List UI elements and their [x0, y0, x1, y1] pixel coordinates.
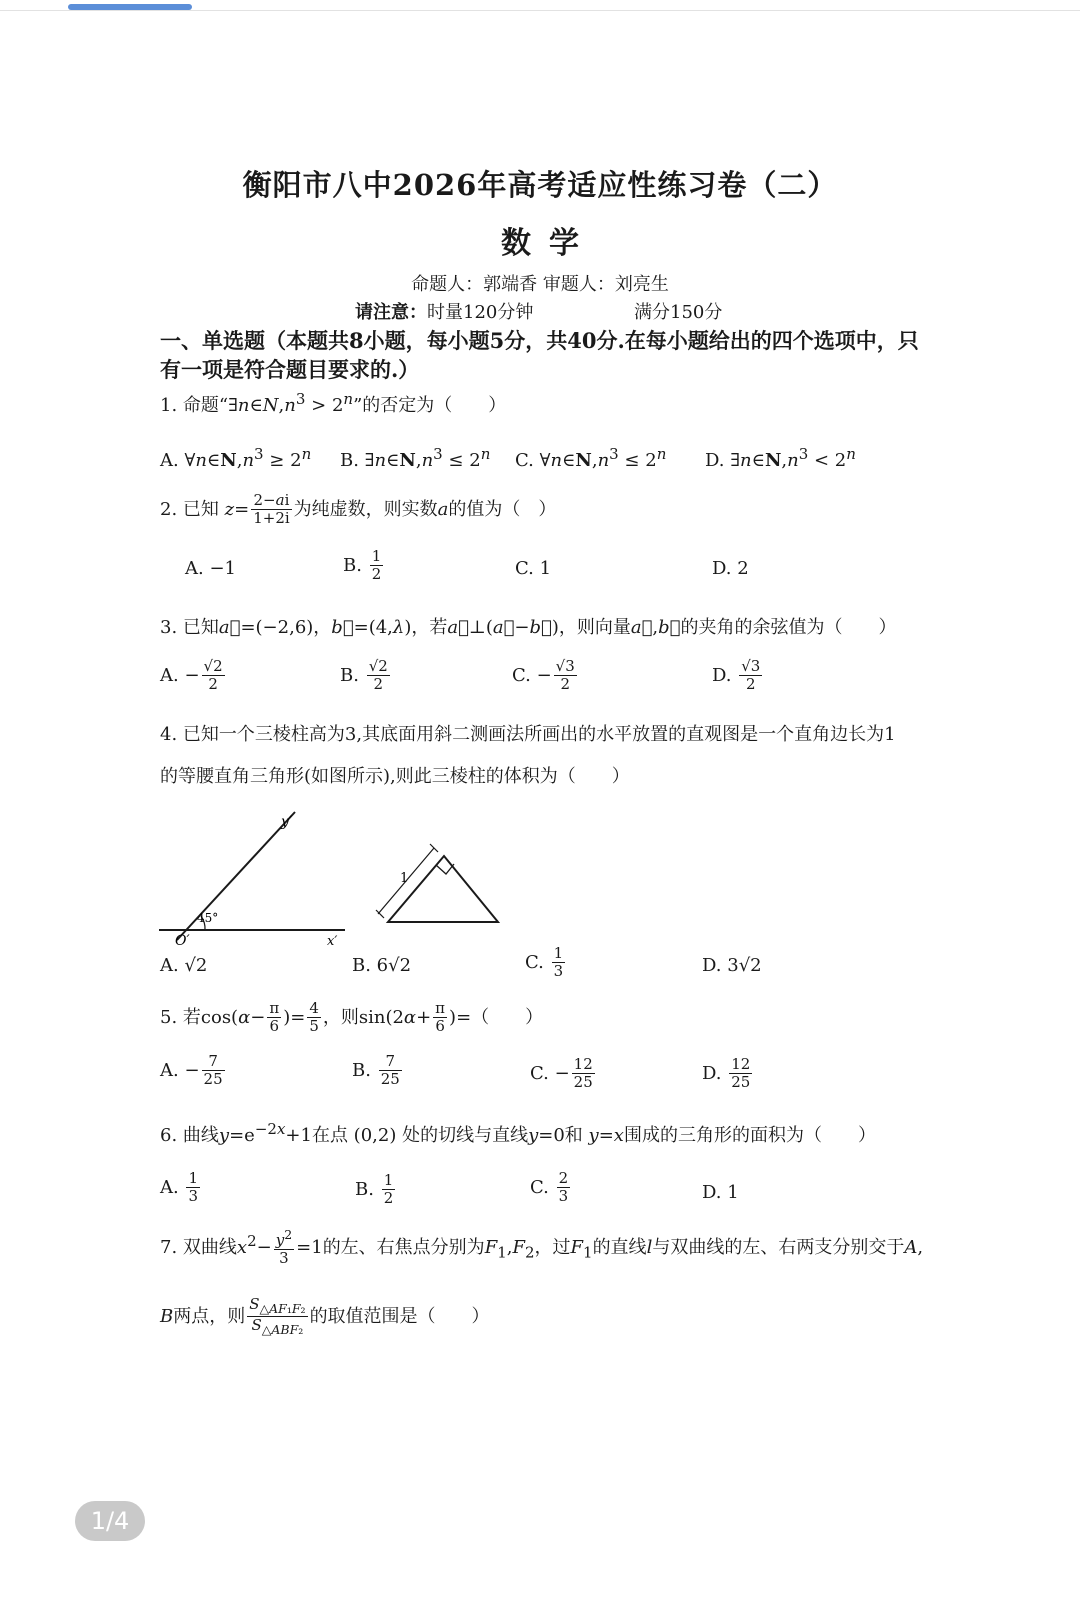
q4-axis-figure [155, 808, 350, 948]
q3-option-c: C. − $\frac{√3}{2}$ [512, 657, 575, 694]
q4-option-a: A. √2 [160, 955, 208, 976]
q4-option-d: D. 3√2 [702, 955, 762, 976]
q2-option-c: C. 1 [515, 558, 552, 579]
q4-option-c: C. $\frac{1}{3}$ [525, 944, 564, 981]
notice-time: 时量120分钟 [427, 302, 534, 323]
exam-subject: 数学 [501, 226, 597, 261]
question-1: 1. 命题“$\exists n\in N,n^3 > 2^n$”的否定为（ ） [160, 390, 507, 416]
q3-option-b: B. $\frac{√2}{2}$ [340, 657, 388, 694]
q5-option-d: D. $\frac{12}{25}$ [702, 1055, 751, 1092]
q2-option-a: A. −1 [185, 558, 236, 579]
q3-option-d: D. $\frac{√3}{2}$ [712, 657, 761, 694]
q6-option-d: D. 1 [702, 1182, 739, 1203]
q5-option-c: C. − $\frac{12}{25}$ [530, 1055, 593, 1092]
triangle-shape [388, 856, 498, 922]
section-heading: 一、单选题（本题共8小题，每小题5分，共40分.在每小题给出的四个选项中，只有一项是符合题目要求的.） [160, 328, 919, 382]
q1-option-c: C. $\forall n\in N,n^3 \le 2^n$ [515, 445, 667, 471]
question-6: 6. 曲线$y=e^{-2x}+1$在点 (0,2) 处的切线与直线y=0和 y=x围成的三角形的面积为（ ） [160, 1120, 876, 1146]
question-4-line1: 4. 已知一个三棱柱高为3,其底面用斜二测画法所画出的水平放置的直观图是一个直角边长为1 [160, 724, 896, 745]
q1-formula: $\exists n\in N,n^3 > 2^n$ [228, 390, 354, 416]
notice-label: 请注意： [355, 302, 427, 323]
q1-option-d: D. $\exists n\in N,n^3 < 2^n$ [705, 445, 856, 471]
question-4-line2: 的等腰直角三角形(如图所示),则此三棱柱的体积为（ ） [160, 766, 630, 787]
scroll-progress-bar [68, 4, 192, 10]
q1-option-a: A. $\forall n\in N,n^3 \ge 2^n$ [160, 445, 312, 471]
q4-option-b: B. 6√2 [352, 955, 412, 976]
question-2: 2. 已知 z= $\frac{2-ai}{1+2i}$ 为纯虚数，则实数a的值为（ ） [160, 491, 557, 528]
exam-title: 衡阳市八中2026年高考适应性练习卷（二） [242, 168, 838, 202]
q4-triangle-figure [370, 840, 500, 930]
q6-option-a: A. $\frac{1}{3}$ [160, 1169, 199, 1206]
q3-option-a: A. − $\frac{√2}{2}$ [160, 657, 223, 694]
q1-option-b: B. $\exists n\in N,n^3 \le 2^n$ [340, 445, 491, 471]
q2-fraction: $\frac{2-ai}{1+2i}$ [253, 491, 290, 528]
question-7-line1: 7. 双曲线$x^2-$ $\frac{y^2}{3}$ =1的左、右焦点分别为$F_1,F_2$，过$F_1$的直线l与双曲线的左、右两支分别交于A, [160, 1227, 924, 1268]
y-axis-line [177, 812, 295, 940]
angle-label: 45° [197, 911, 219, 925]
q5-option-a: A. − $\frac{7}{25}$ [160, 1052, 223, 1089]
y-axis-label: y′ [281, 814, 293, 830]
exam-score: 满分150分 [634, 302, 723, 323]
question-5: 5. 若cos(α− $\frac{\pi}{6}$ )= $\frac{4}{5}$ ，则sin(2α+ $\frac{\pi}{6}$ )=（ ） [160, 999, 544, 1036]
q2-option-b: B. $\frac{1}{2}$ [343, 547, 382, 584]
q6-option-b: B. $\frac{1}{2}$ [355, 1171, 394, 1208]
question-3: 3. 已知a⃗=(−2,6)，b⃗=(4,λ)，若a⃗⊥(a⃗−b⃗)，则向量a⃗,b⃗的夹角的余弦值为（ ） [160, 617, 897, 638]
page-indicator: 1/4 [75, 1501, 145, 1541]
exam-notice [355, 298, 533, 324]
x-axis-label: x′ [327, 934, 338, 948]
question-7-line2: B两点，则 $\frac{S_{\triangle AF_1F_2}}{S_{\triangle ABF_2}}$ 的取值范围是（ ） [160, 1295, 490, 1338]
q6-option-c: C. $\frac{2}{3}$ [530, 1169, 569, 1206]
side-label: 1 [400, 871, 409, 886]
q5-option-b: B. $\frac{7}{25}$ [352, 1052, 400, 1089]
origin-label: O′ [175, 933, 190, 948]
q2-option-d: D. 2 [712, 558, 749, 579]
exam-authors: 命题人：郭端香 审题人：刘亮生 [411, 274, 669, 295]
